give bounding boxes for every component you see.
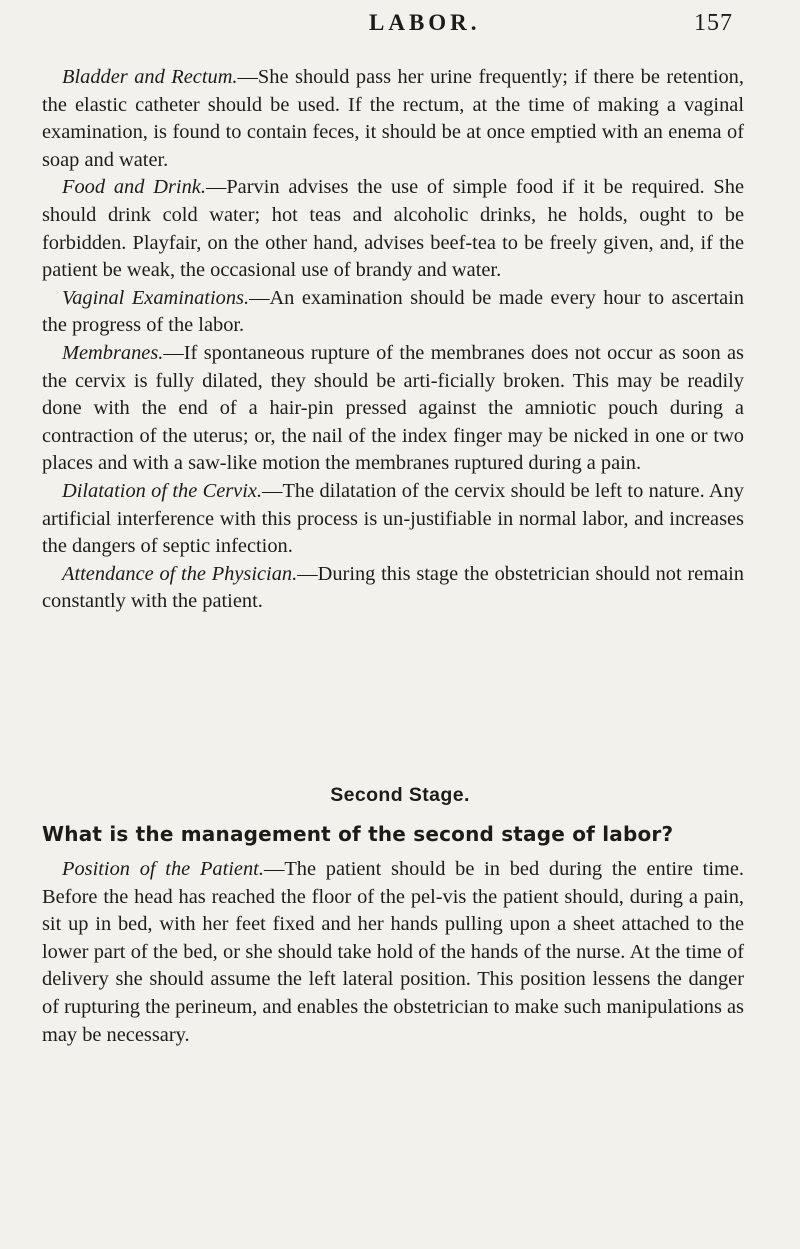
paragraph-lead: Attendance of the Physician. [62,562,298,585]
running-header [0,10,800,50]
paragraph-text: —During this stage the obstetrician should not remain constantly with the patient. [42,562,744,613]
first-stage-text [42,64,744,616]
paragraph-position-patient [42,856,744,1049]
paragraph-membranes [42,340,744,478]
paragraph-lead: Food and Drink. [62,176,206,199]
paragraph-attendance-physician [42,561,744,616]
page-number: 157 [694,10,733,36]
paragraph-text: —An examination should be made every hour to ascertain the progress of the labor. [42,286,745,337]
paragraph-lead: Membranes. [62,341,164,364]
paragraph-text: —The patient should be in bed during the entire time. Before the head has reached the floor of the pel-vis the patient should, during a pain, sit up in bed, with her feet fixed and her hands pulling upon a sheet attached to the lower part of the bed, or she should take hold of the hands of the nurse. At the time of delivery she should assume the left lateral position. This position lessens the danger of rupturing the perineum, and enables the obstetrician to make such manipulations as may be necessary. [42,858,744,1046]
paragraph-dilatation-cervix [42,478,744,561]
paragraph-text: —She should pass her urine frequently; if there be retention, the elastic catheter should be used. If the rectum, at the time of making a vaginal examination, is found to contain feces, it should be at once emptied with an enema of soap and water. [42,66,744,171]
paragraph-text: —The dilatation of the cervix should be left to nature. Any artificial interference with this process is un-justifiable in normal labor, and increases the dangers of septic infection. [42,479,744,558]
paragraph-lead: Vaginal Examinations. [62,286,250,309]
question-heading: What is the management of the second stage of labor? [42,822,674,846]
section-heading: Second Stage. [330,784,470,806]
paragraph-text: —If spontaneous rupture of the membranes does not occur as soon as the cervix is fully dilated, they should be arti-ficially broken. This may be readily done with the end of a hair-pin pressed against the amniotic pouch during a contraction of the uterus; or, the nail of the index finger may be nicked in one or two places and with a saw-like motion the membranes ruptured during a pain. [42,341,744,475]
paragraph-food-drink [42,174,744,284]
second-stage-text [42,856,744,1049]
paragraph-bladder-rectum [42,64,744,174]
paragraph-text: —Parvin advises the use of simple food if it be required. She should drink cold water; hot teas and alcoholic drinks, he holds, ought to be forbidden. Playfair, on the other hand, advises beef-tea to be freely given, and, if the patient be weak, the occasional use of brandy and water. [42,176,745,282]
paragraph-lead: Bladder and Rectum. [62,66,238,88]
paragraph-lead: Dilatation of the Cervix. [62,479,263,502]
running-title: LABOR. [369,10,481,35]
paragraph-lead: Position of the Patient. [62,858,264,880]
paragraph-vaginal-examinations [42,285,744,340]
